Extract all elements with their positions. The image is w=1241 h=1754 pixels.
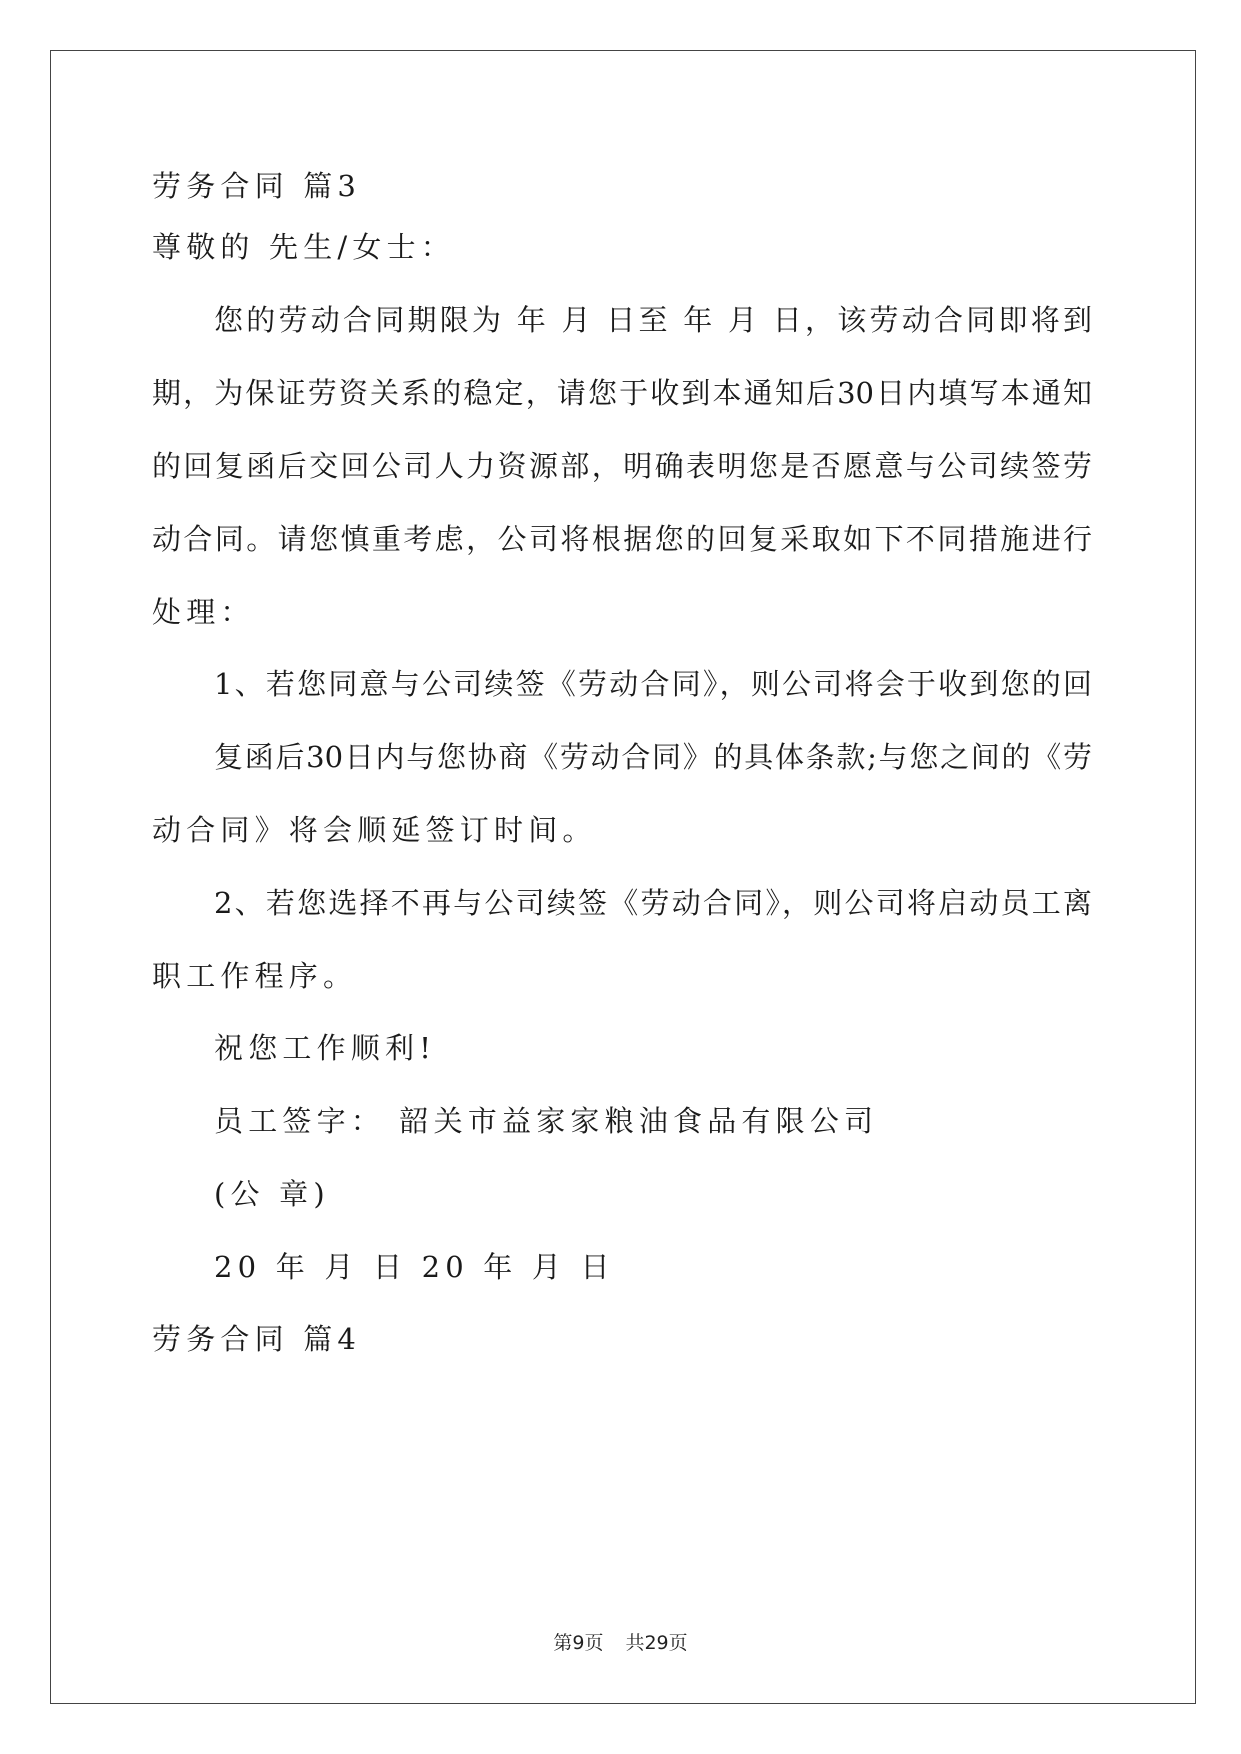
page-border bbox=[50, 50, 1196, 1704]
paragraph-line: 的回复函后交回公司人力资源部，明确表明您是否愿意与公司续签劳 bbox=[152, 449, 1092, 483]
paragraph-line: 期，为保证劳资关系的稳定，请您于收到本通知后30日内填写本通知 bbox=[152, 376, 1092, 410]
paragraph-line: 动合同。请您慎重考虑，公司将根据您的回复采取如下不同措施进行 bbox=[152, 522, 1092, 556]
signature-line: 员工签字： 韶关市益家家粮油食品有限公司 bbox=[214, 1104, 879, 1138]
seal-line: (公 章) bbox=[214, 1177, 330, 1211]
paragraph-line: 您的劳动合同期限为 年 月 日至 年 月 日，该劳动合同即将到 bbox=[214, 303, 1092, 337]
list-item-line: 2、若您选择不再与公司续签《劳动合同》，则公司将启动员工离 bbox=[214, 886, 1092, 920]
page-number: 第9页 bbox=[553, 1632, 604, 1654]
page-total: 共29页 bbox=[625, 1632, 688, 1654]
section-heading: 劳务合同 篇3 bbox=[152, 169, 362, 203]
date-line: 20 年 月 日 20 年 月 日 bbox=[214, 1250, 615, 1284]
salutation: 尊敬的 先生/女士： bbox=[152, 230, 455, 264]
list-item-line: 职工作程序。 bbox=[152, 959, 358, 993]
closing-line: 祝您工作顺利! bbox=[214, 1031, 437, 1065]
list-item-line: 动合同》将会顺延签订时间。 bbox=[152, 813, 597, 847]
section-heading: 劳务合同 篇4 bbox=[152, 1322, 362, 1356]
list-item-line: 1、若您同意与公司续签《劳动合同》，则公司将会于收到您的回 bbox=[214, 667, 1092, 701]
list-item-line: 复函后30日内与您协商《劳动合同》的具体条款;与您之间的《劳 bbox=[214, 740, 1092, 774]
page-footer bbox=[0, 1628, 1241, 1655]
paragraph-line: 处理： bbox=[152, 595, 255, 629]
